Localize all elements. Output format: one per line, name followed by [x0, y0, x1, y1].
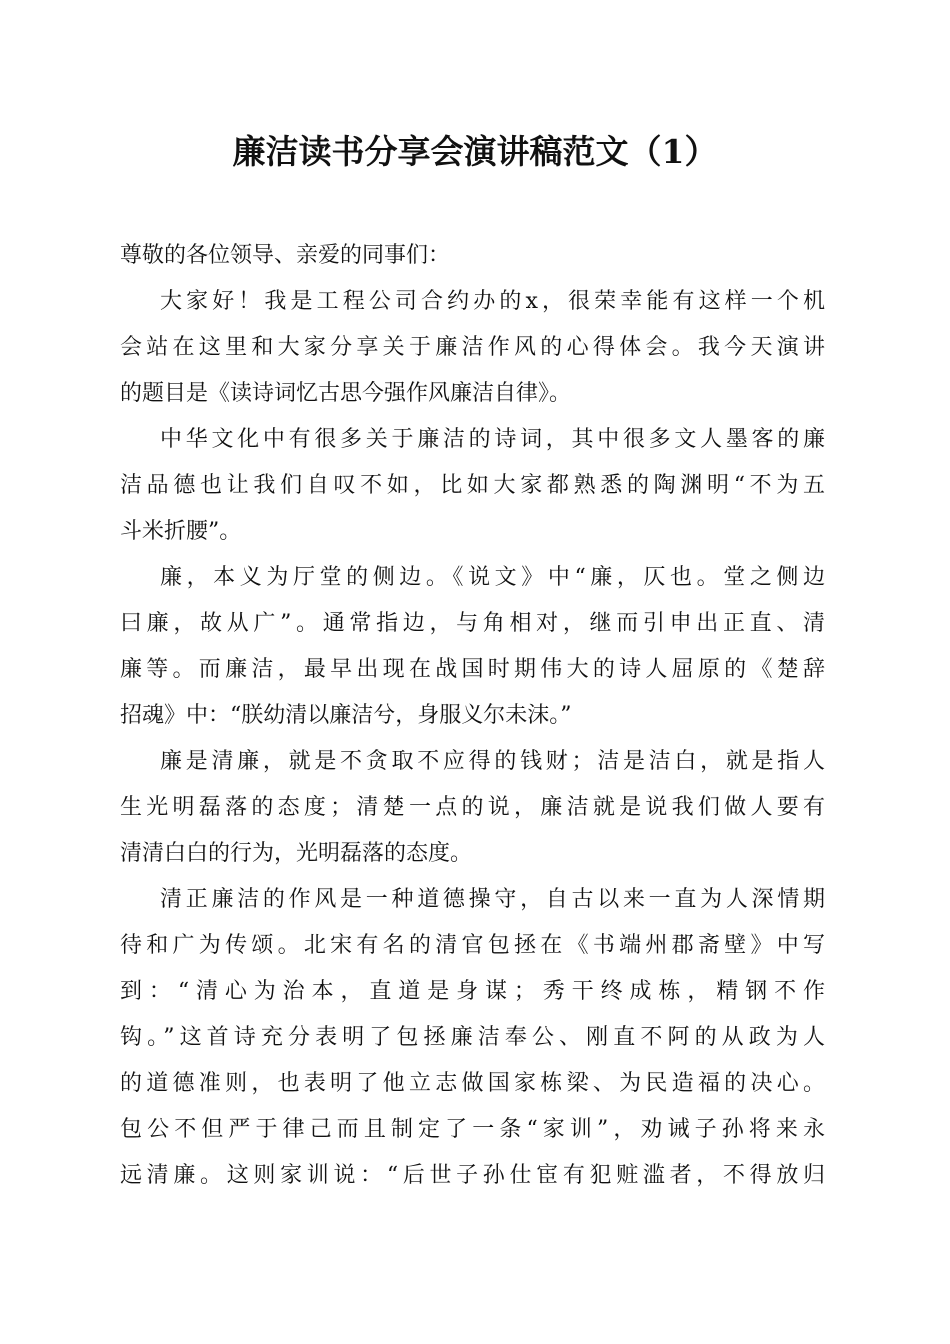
text-line: 尊敬的各位领导、亲爱的同事们： — [120, 243, 451, 268]
text-line: 钩。”这首诗充分表明了包拯廉洁奉公、刚直不阿的从政为人 — [120, 1025, 825, 1050]
text-line: 会站在这里和大家分享关于廉洁作风的心得体会。我今天演讲 — [120, 335, 825, 360]
text-line: 包公不但严于律己而且制定了一条“家训”，劝诫子孙将来永 — [120, 1117, 825, 1142]
document-body — [120, 233, 825, 1199]
text-line: 廉是清廉，就是不贪取不应得的钱财；洁是洁白，就是指人 — [160, 749, 825, 774]
text-line: 曰廉，故从广”。通常指边，与角相对，继而引申出正直、清 — [120, 611, 825, 636]
text-line: 中华文化中有很多关于廉洁的诗词，其中很多文人墨客的廉 — [160, 427, 825, 452]
text-line: 廉等。而廉洁，最早出现在战国时期伟大的诗人屈原的《楚辞 — [120, 657, 825, 682]
text-line: 远清廉。这则家训说：“后世子孙仕宦有犯赃滥者，不得放归 — [120, 1163, 825, 1188]
text-line: 待和广为传颂。北宋有名的清官包拯在《书端州郡斋壁》中写 — [120, 933, 825, 958]
text-line: 大家好！我是工程公司合约办的x，很荣幸能有这样一个机 — [160, 289, 825, 314]
text-line: 到：“清心为治本，直道是身谋；秀干终成栋，精钢不作 — [120, 979, 825, 1004]
text-line: 清正廉洁的作风是一种道德操守，自古以来一直为人深情期 — [160, 887, 825, 912]
text-line: 的题目是《读诗词忆古思今强作风廉洁自律》。 — [120, 381, 572, 406]
text-line: 的道德准则，也表明了他立志做国家栋梁、为民造福的决心。 — [120, 1071, 825, 1096]
text-line: 廉，本义为厅堂的侧边。《说文》中“廉，仄也。堂之侧边 — [160, 565, 825, 590]
text-line: 招魂》中：“朕幼清以廉洁兮，身服义尔未沫。” — [120, 703, 572, 728]
document-title: 廉洁读书分享会演讲稿范文（1） — [232, 132, 718, 171]
text-line: 清清白白的行为，光明磊落的态度。 — [120, 841, 473, 866]
text-line: 生光明磊落的态度；清楚一点的说，廉洁就是说我们做人要有 — [120, 795, 825, 820]
text-line: 斗米折腰”。 — [120, 519, 242, 544]
text-line: 洁品德也让我们自叹不如，比如大家都熟悉的陶渊明“不为五 — [120, 473, 825, 498]
